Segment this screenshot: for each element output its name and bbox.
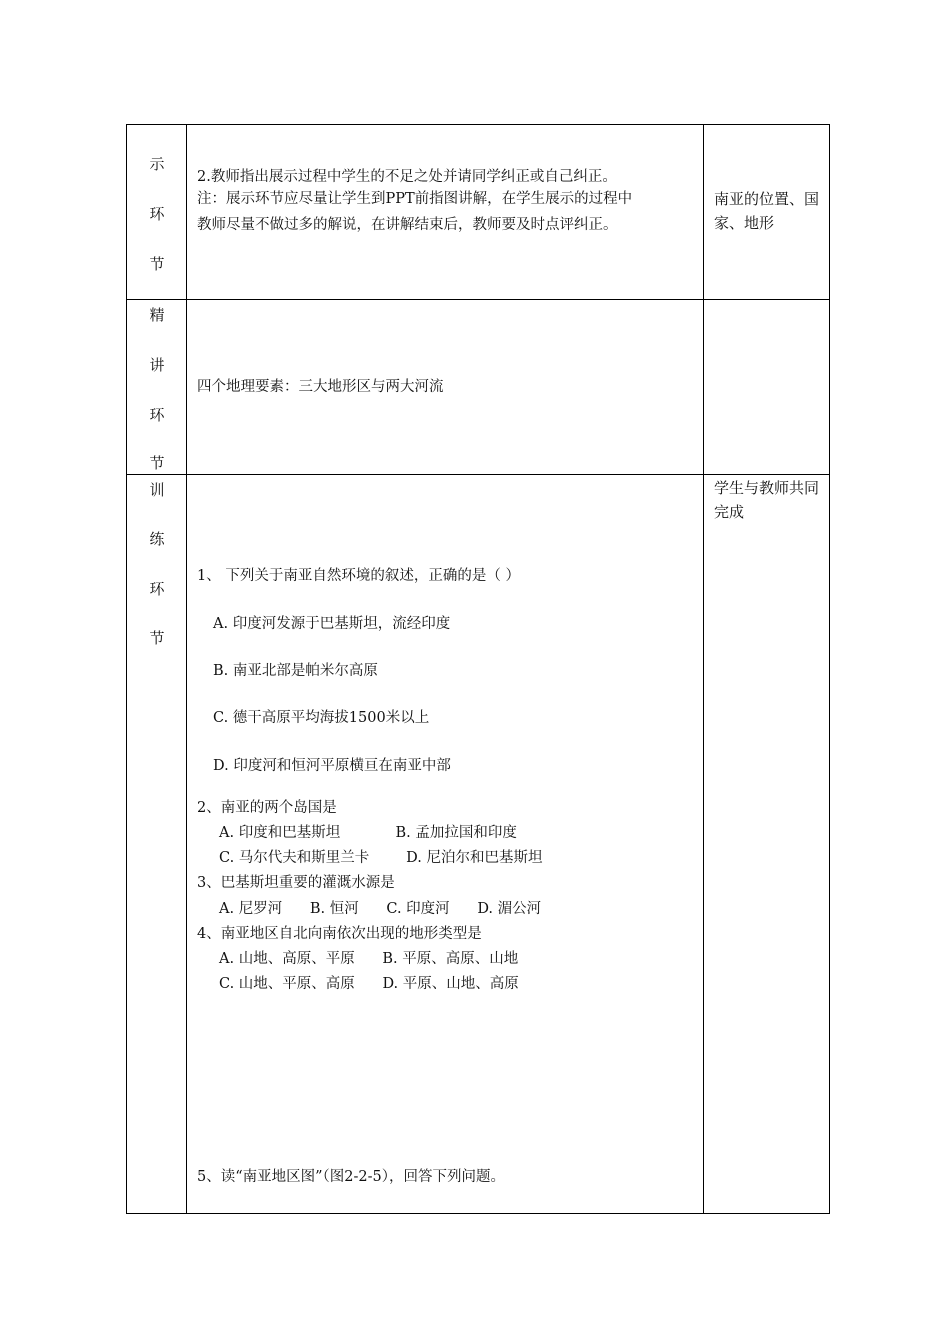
stage-char: 环 bbox=[149, 406, 165, 424]
question-4-options-line-1: A. 山地、高原、平原 B. 平原、高原、山地 bbox=[219, 951, 519, 967]
lesson-plan-table bbox=[126, 124, 830, 1214]
note-text: 学生与教师共同完成 bbox=[714, 479, 820, 521]
content-line: 注：展示环节应尽量让学生到PPT前指图讲解，在学生展示的过程中 bbox=[197, 191, 633, 207]
note-cell-practice bbox=[704, 475, 830, 1214]
content-cell-display bbox=[187, 125, 704, 300]
question-2-options-line-1: A. 印度和巴基斯坦 B. 孟加拉国和印度 bbox=[219, 825, 517, 841]
note-cell-lecture bbox=[704, 300, 830, 475]
note-text: 南亚的位置、国家、地形 bbox=[714, 190, 820, 232]
stage-char: 节 bbox=[149, 255, 165, 273]
stage-char: 节 bbox=[149, 629, 165, 647]
stage-char: 精 bbox=[149, 306, 165, 324]
question-5-stem: 5、读“南亚地区图”（图2-2-5），回答下列问题。 bbox=[197, 1169, 506, 1185]
table-row-lecture bbox=[127, 300, 830, 475]
stage-char: 环 bbox=[149, 205, 165, 223]
table-row-display bbox=[127, 125, 830, 300]
stage-char: 训 bbox=[149, 481, 165, 499]
stage-char: 练 bbox=[149, 530, 165, 548]
content-cell-practice bbox=[187, 475, 704, 1214]
content-line: 教师尽量不做过多的解说，在讲解结束后，教师要及时点评纠正。 bbox=[197, 217, 618, 233]
content-line: 2.教师指出展示过程中学生的不足之处并请同学纠正或自己纠正。 bbox=[197, 169, 617, 185]
stage-char: 讲 bbox=[149, 356, 165, 374]
question-2-options-line-2: C. 马尔代夫和斯里兰卡 D. 尼泊尔和巴基斯坦 bbox=[219, 850, 543, 866]
question-2-stem: 2、南亚的两个岛国是 bbox=[197, 800, 337, 816]
stage-cell-lecture bbox=[127, 300, 187, 475]
question-1-option-d: D. 印度河和恒河平原横亘在南亚中部 bbox=[213, 758, 451, 774]
question-1-option-b: B. 南亚北部是帕米尔高原 bbox=[213, 663, 378, 679]
stage-cell-display bbox=[127, 125, 187, 300]
stage-char: 节 bbox=[149, 454, 165, 472]
stage-cell-practice bbox=[127, 475, 187, 1214]
stage-char: 示 bbox=[149, 155, 165, 173]
note-cell-display bbox=[704, 125, 830, 300]
question-4-options-line-2: C. 山地、平原、高原 D. 平原、山地、高原 bbox=[219, 976, 519, 992]
question-1-stem: 1、 下列关于南亚自然环境的叙述，正确的是（ ） bbox=[197, 568, 520, 584]
question-1-option-c: C. 德干高原平均海拔1500米以上 bbox=[213, 710, 430, 726]
table-row-practice bbox=[127, 475, 830, 1214]
question-3-stem: 3、巴基斯坦重要的灌溉水源是 bbox=[197, 875, 395, 891]
question-1-option-a: A. 印度河发源于巴基斯坦，流经印度 bbox=[213, 616, 451, 632]
content-line: 四个地理要素：三大地形区与两大河流 bbox=[197, 379, 444, 395]
question-3-options-line: A. 尼罗河 B. 恒河 C. 印度河 D. 湄公河 bbox=[219, 901, 542, 917]
stage-char: 环 bbox=[149, 580, 165, 598]
question-4-stem: 4、南亚地区自北向南依次出现的地形类型是 bbox=[197, 926, 482, 942]
content-cell-lecture bbox=[187, 300, 704, 475]
